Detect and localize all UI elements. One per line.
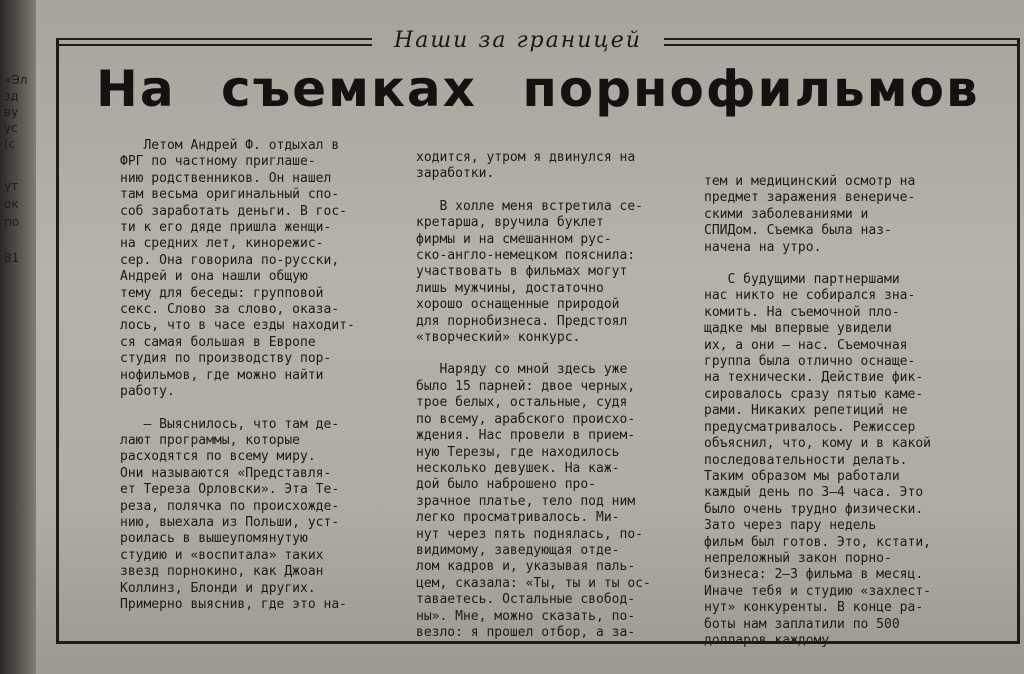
text-line: фильм был готов. Это, кстати, [704,534,931,550]
text-line: цем, сказала: «Ты, ты и ты ос- [416,575,651,591]
text-line: Андрей и она нашли общую [120,269,308,285]
text-line: заработки. [416,166,495,182]
text-line: щадке мы впервые увидели [704,321,892,337]
text-line: трое белых, остальные, судя [416,395,628,411]
text-line: несколько девушек. На каж- [416,460,620,476]
text-line: Они называются «Представля- [120,465,332,481]
text-line: дой было наброшено про- [416,477,597,493]
text-line: скими заболеваниями и [704,206,869,222]
text-line: лось, что в часе езды находит- [120,318,355,334]
text-line: «творческий» конкурс. [416,330,581,346]
adjacent-page-edge [0,0,40,674]
article-paragraph [120,417,410,614]
text-line: Летом Андрей Ф. отдыхал в [120,138,340,153]
text-line: на средних лет, кинорежис- [120,236,324,252]
text-line: участвовать в фильмах могут [416,264,628,280]
text-line: расходятся по всему миру. [120,449,316,465]
text-line: рами. Никаких репетиций не [704,403,908,419]
text-line: работу. [120,384,175,400]
text-line: для порнобизнеса. Предстоял [416,313,628,329]
edge-text-fragment: 81 [4,251,20,265]
text-line: зрачное платье, тело под ним [416,493,636,509]
edge-text-fragment: ок [4,197,19,211]
text-line: комить. На съемочной пло- [704,304,900,320]
text-line: боты нам заплатили по 500 [704,616,900,632]
text-line: непреложный закон порно- [704,550,892,566]
paragraph-gap [416,183,706,199]
text-line: везло: я прошел отбор, а за- [416,624,636,640]
text-line: сер. Она говорила по-русски, [120,252,340,268]
paragraph-gap [416,346,706,362]
text-line: хорошо оснащенные природой [416,297,620,313]
text-line: нут» конкуренты. В конце ра- [704,600,924,616]
text-line: нию, выехала из Польши, уст- [120,514,340,530]
text-line: нофильмов, где можно найти [120,367,324,383]
text-line: СПИДом. Съемка была наз- [704,223,892,239]
text-line: ждения. Нас провели в прием- [416,428,636,444]
article-column-2 [416,150,706,641]
text-line: лают программы, которые [120,432,301,448]
text-line: С будущими партнершами [704,272,900,288]
text-line: кретарша, вручила буклет [416,215,604,231]
rubric-title: Наши за границей [394,28,642,53]
edge-text-fragment: ут [4,179,19,193]
edge-text-fragment: зд [4,89,19,103]
text-line: ФРГ по частному приглаше- [120,154,316,170]
text-line: фирмы и на смешанном рус- [416,231,612,247]
edge-text-fragment: по [4,215,20,229]
text-line: нут через пять поднялась, по- [416,526,643,542]
text-line: нию родственников. Он нашел [120,170,332,186]
text-line: Таким образом мы работали [704,468,900,484]
text-line: на технически. Действие фик- [704,370,924,386]
text-line: тем и медицинский осмотр на [704,174,916,189]
text-line: последовательности делать. [704,452,908,468]
text-line: ны». Мне, можно сказать, по- [416,608,636,624]
text-line: лишь мужчины, достаточно [416,280,604,296]
edge-text-fragment: «Эл [4,73,28,87]
text-line: их, а они — нас. Съемочная [704,337,908,353]
text-line: лом кадров и, указывая паль- [416,559,636,575]
text-line: Коллинз, Блонди и других. [120,580,316,596]
article-headline: На съемках порнофильмов [96,60,980,118]
text-line: предмет заражения венериче- [704,190,916,206]
article-paragraph [704,174,1014,256]
text-line: секс. Слово за слово, оказа- [120,302,340,318]
text-line: долларов каждому. [704,632,838,648]
paragraph-gap [704,256,1014,272]
text-line: — Выяснилось, что там де- [120,416,340,432]
article-paragraph [416,150,706,183]
text-line: студия по производству пор- [120,351,332,367]
text-line: ет Тереза Орловски». Эта Те- [120,482,340,498]
text-line: легко просматривалось. Ми- [416,510,620,526]
text-line: начена на утро. [704,239,822,255]
text-line: объяснил, что, кому и в какой [704,436,931,452]
text-line: Примерно выяснив, где это на- [120,596,347,612]
text-line: ско-англо-немецком пояснила: [416,248,636,264]
article-column-3 [704,174,1014,649]
text-line: роилась в вышеупомянутую [120,531,308,547]
text-line: таваетесь. Остальные свобод- [416,592,636,608]
paragraph-gap [120,401,410,417]
newspaper-page [36,0,1024,674]
text-line: бизнеса: 2—3 фильма в месяц. [704,567,924,583]
text-line: было очень трудно физически. [704,501,924,517]
text-line: Иначе тебя и студию «захлест- [704,583,931,599]
article-column-1 [120,138,410,613]
article-paragraph [416,362,706,641]
edge-text-fragment: (с [4,137,16,151]
text-line: звезд порнокино, как Джоан [120,564,324,580]
text-line: Зато через пару недель [704,518,877,534]
text-line: ную Терезы, где находилось [416,444,620,460]
text-line: предусматривалось. Режиссер [704,419,916,435]
text-line: реза, полячка по происхожде- [120,498,340,514]
text-line: каждый день по 3—4 часа. Это [704,485,924,501]
text-line: соб заработать деньги. В гос- [120,203,347,219]
text-line: было 15 парней: двое черных, [416,378,636,394]
article-paragraph [416,199,706,347]
text-line: В холле меня встретила се- [416,198,643,214]
text-line: студию и «воспитала» таких [120,547,324,563]
text-line: сировалось сразу пятью каме- [704,386,924,402]
article-paragraph [704,272,1014,649]
text-line: там весьма оригинальный спо- [120,187,340,203]
text-line: тему для беседы: групповой [120,285,324,301]
article-paragraph [120,138,410,401]
text-line: Наряду со мной здесь уже [416,362,628,378]
text-line: по всему, арабского происхо- [416,411,636,427]
text-line: группа была отлично оснаще- [704,354,916,370]
text-line: ти к его дяде пришла женщи- [120,220,332,236]
edge-text-fragment: ус [4,121,18,135]
text-line: видимому, заведующая отде- [416,542,620,558]
text-line: нас никто не собирался зна- [704,288,916,304]
text-line: ходится, утром я двинулся на [416,150,636,165]
edge-text-fragment: ву [4,105,19,119]
text-line: ся самая большая в Европе [120,334,316,350]
